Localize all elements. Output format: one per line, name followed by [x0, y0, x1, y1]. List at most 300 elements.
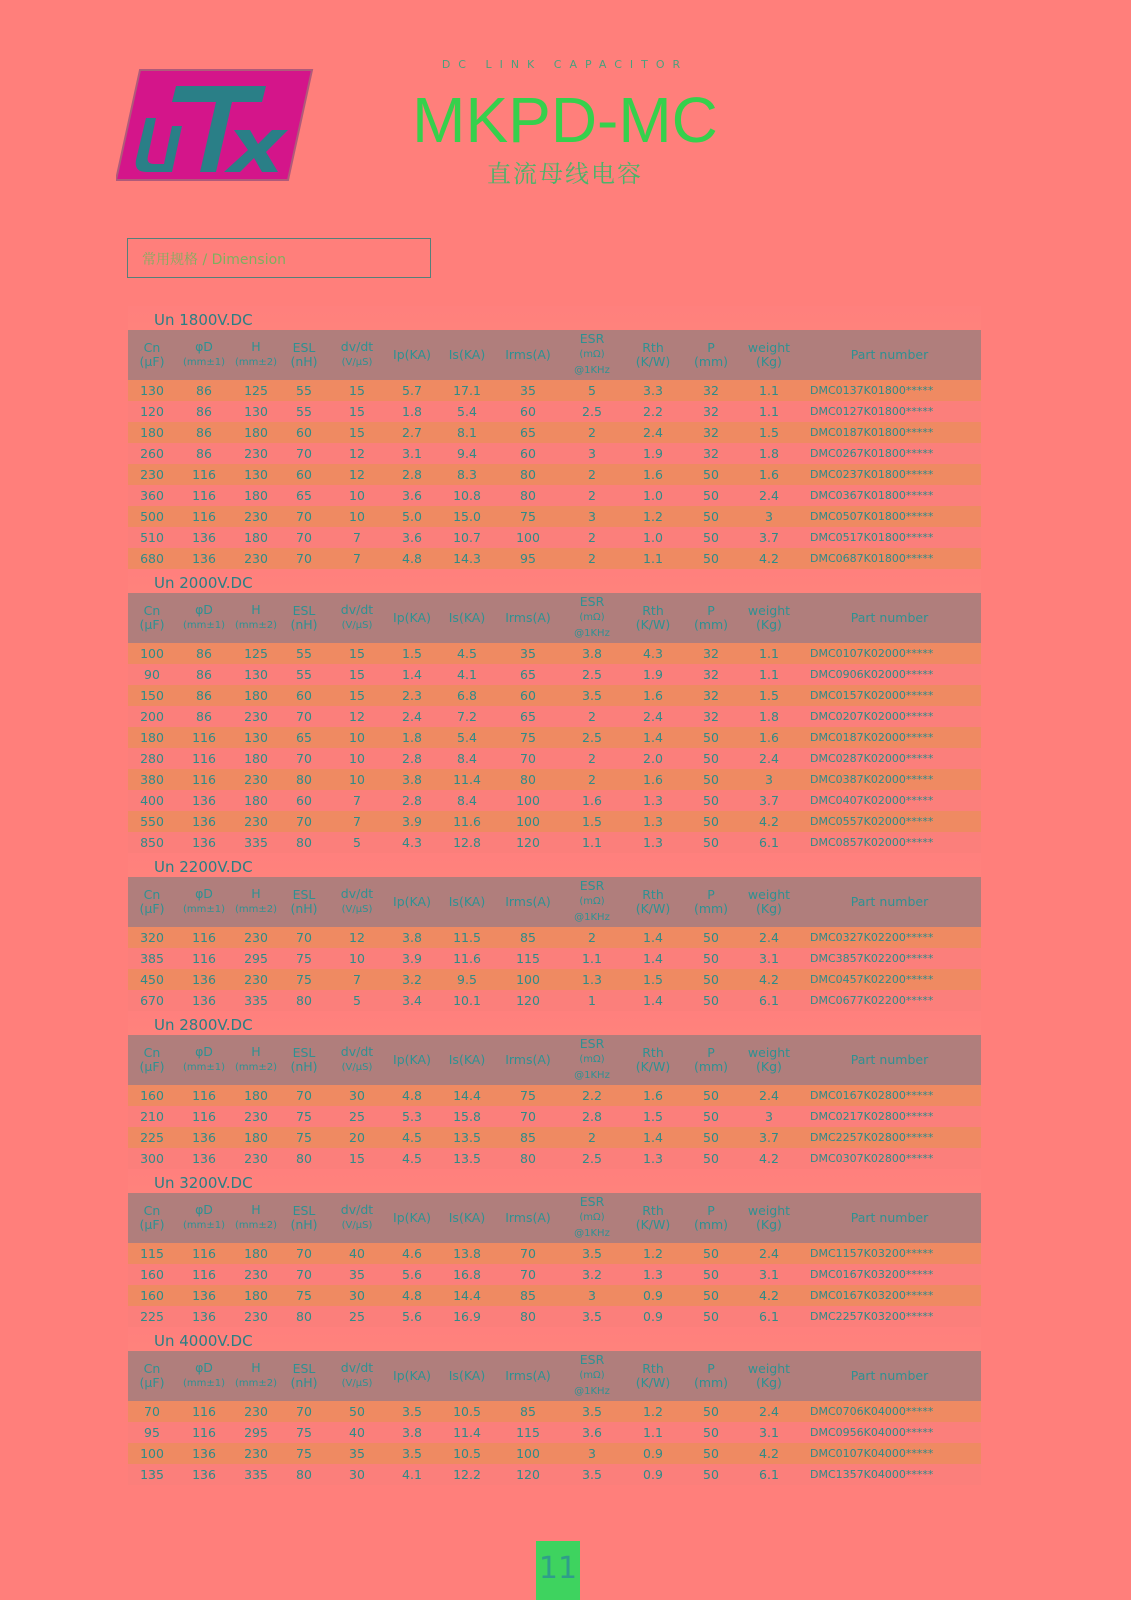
table-cell: 30 — [328, 1464, 386, 1485]
voltage-heading: Un 2800V.DC — [128, 1011, 981, 1035]
table-cell: 40 — [328, 1243, 386, 1264]
table-cell: 180 — [232, 748, 280, 769]
table-cell: 2.2 — [624, 401, 682, 422]
table-row — [128, 706, 981, 727]
table-cell: 680 — [128, 548, 176, 569]
part-number-cell: DMC0217K02800***** — [798, 1106, 981, 1127]
column-header — [682, 1351, 740, 1401]
table-cell: 60 — [496, 401, 560, 422]
table-cell: 6.1 — [740, 1464, 798, 1485]
table-row — [128, 748, 981, 769]
table-cell: 1.4 — [624, 990, 682, 1011]
table-cell: 200 — [128, 706, 176, 727]
table-cell: 1.6 — [624, 1085, 682, 1106]
table-cell: 116 — [176, 1085, 232, 1106]
table-cell: 1.0 — [624, 527, 682, 548]
column-header-line: Is(KA) — [448, 1368, 486, 1383]
column-header-line: weight — [747, 1361, 791, 1376]
table-cell: 1.6 — [740, 464, 798, 485]
column-header — [280, 1035, 328, 1085]
table-cell: 75 — [280, 969, 328, 990]
table-cell: 180 — [232, 485, 280, 506]
table-cell: 4.8 — [386, 1085, 438, 1106]
table-cell: 15 — [328, 380, 386, 401]
column-header-line: (nH) — [290, 1375, 318, 1390]
table-cell: 17.1 — [438, 380, 496, 401]
table-cell: 50 — [682, 1127, 740, 1148]
column-header — [438, 330, 496, 380]
column-header-line: Ip(KA) — [393, 610, 431, 625]
table-cell: 230 — [232, 1443, 280, 1464]
table-cell: 5.6 — [386, 1264, 438, 1285]
column-header-line: (K/W) — [635, 901, 671, 916]
column-header-line: Ip(KA) — [393, 1210, 431, 1225]
table-cell: 230 — [232, 1264, 280, 1285]
column-header — [328, 330, 386, 380]
column-header-line: (mm±1) — [182, 1220, 226, 1231]
table-cell: 230 — [232, 1148, 280, 1169]
part-number-cell: DMC0457K02200***** — [798, 969, 981, 990]
table-cell: 116 — [176, 464, 232, 485]
table-cell: 4.2 — [740, 811, 798, 832]
table-cell: 120 — [496, 832, 560, 853]
table-cell: 15.8 — [438, 1106, 496, 1127]
column-header — [128, 1035, 176, 1085]
table-cell: 80 — [280, 1148, 328, 1169]
spec-table — [128, 1351, 981, 1485]
table-cell: 50 — [682, 948, 740, 969]
table-cell: 2.7 — [386, 422, 438, 443]
table-cell: 4.5 — [438, 643, 496, 664]
table-cell: 4.2 — [740, 548, 798, 569]
table-row — [128, 1306, 981, 1327]
column-header-line: P — [707, 1361, 715, 1376]
page-number: 11 — [536, 1541, 580, 1600]
table-cell: 3.8 — [386, 769, 438, 790]
table-cell: 335 — [232, 832, 280, 853]
table-cell: 3.4 — [386, 990, 438, 1011]
table-cell: 50 — [328, 1401, 386, 1422]
table-cell: 3.9 — [386, 811, 438, 832]
table-cell: 3.7 — [740, 527, 798, 548]
table-cell: 11.6 — [438, 948, 496, 969]
table-cell: 1.3 — [560, 969, 624, 990]
column-header — [232, 1035, 280, 1085]
column-header-line: @1KHz — [574, 1228, 610, 1239]
column-header — [280, 1351, 328, 1401]
table-cell: 180 — [232, 527, 280, 548]
table-cell: 3.2 — [560, 1264, 624, 1285]
column-header-line: (μF) — [139, 901, 165, 916]
column-header-line: P — [707, 1045, 715, 1060]
table-cell: 180 — [128, 727, 176, 748]
table-cell: 3.1 — [386, 443, 438, 464]
table-cell: 7 — [328, 969, 386, 990]
table-cell: 4.1 — [386, 1464, 438, 1485]
table-cell: 3.8 — [386, 1422, 438, 1443]
table-cell: 75 — [280, 1422, 328, 1443]
table-cell: 230 — [232, 506, 280, 527]
column-header-line: Is(KA) — [448, 894, 486, 909]
table-cell: 10 — [328, 506, 386, 527]
table-cell: 4.6 — [386, 1243, 438, 1264]
table-cell: 70 — [280, 706, 328, 727]
table-cell: 10.8 — [438, 485, 496, 506]
table-cell: 1.4 — [386, 664, 438, 685]
column-header-line: H — [251, 1360, 261, 1375]
column-header-line: (V/μS) — [341, 357, 373, 368]
table-cell: 116 — [176, 506, 232, 527]
table-cell: 50 — [682, 1148, 740, 1169]
table-cell: 2.4 — [740, 927, 798, 948]
column-header-line: (Kg) — [756, 617, 782, 632]
column-header-line: Irms(A) — [505, 347, 551, 362]
column-header-line: (nH) — [290, 354, 318, 369]
table-cell: 70 — [496, 748, 560, 769]
table-cell: 5.4 — [438, 401, 496, 422]
table-cell: 1.3 — [624, 1148, 682, 1169]
table-cell: 2.4 — [740, 1401, 798, 1422]
table-cell: 15 — [328, 643, 386, 664]
table-cell: 14.4 — [438, 1085, 496, 1106]
column-header-line: Part number — [850, 1210, 929, 1225]
table-cell: 180 — [232, 685, 280, 706]
table-cell: 32 — [682, 380, 740, 401]
table-cell: 4.5 — [386, 1148, 438, 1169]
part-number-cell: DMC0187K02000***** — [798, 727, 981, 748]
table-cell: 5 — [560, 380, 624, 401]
header-row — [128, 1351, 981, 1401]
table-cell: 25 — [328, 1106, 386, 1127]
table-cell: 2.4 — [740, 1085, 798, 1106]
table-cell: 230 — [232, 927, 280, 948]
table-cell: 2.8 — [386, 464, 438, 485]
table-cell: 360 — [128, 485, 176, 506]
table-cell: 2.2 — [560, 1085, 624, 1106]
table-cell: 136 — [176, 1306, 232, 1327]
table-cell: 6.1 — [740, 990, 798, 1011]
column-header — [798, 1351, 981, 1401]
table-cell: 100 — [496, 1443, 560, 1464]
table-cell: 116 — [176, 769, 232, 790]
table-cell: 2 — [560, 927, 624, 948]
table-cell: 50 — [682, 1085, 740, 1106]
column-header-line: (mm) — [693, 1375, 729, 1390]
table-cell: 10 — [328, 948, 386, 969]
table-cell: 115 — [128, 1243, 176, 1264]
column-header-line: (μF) — [139, 354, 165, 369]
column-header — [280, 330, 328, 380]
table-cell: 160 — [128, 1285, 176, 1306]
table-cell: 32 — [682, 422, 740, 443]
table-cell: 115 — [496, 948, 560, 969]
table-cell: 70 — [280, 1243, 328, 1264]
table-row — [128, 1264, 981, 1285]
table-cell: 50 — [682, 1401, 740, 1422]
column-header — [128, 1193, 176, 1243]
table-cell: 10 — [328, 485, 386, 506]
table-cell: 100 — [496, 527, 560, 548]
column-header — [438, 1193, 496, 1243]
table-cell: 1.6 — [624, 769, 682, 790]
table-cell: 70 — [280, 527, 328, 548]
column-header — [682, 1193, 740, 1243]
table-row — [128, 464, 981, 485]
column-header-line: dv/dt — [340, 1360, 374, 1375]
part-number-cell: DMC0157K02000***** — [798, 685, 981, 706]
table-cell: 400 — [128, 790, 176, 811]
table-cell: 50 — [682, 748, 740, 769]
table-cell: 130 — [128, 380, 176, 401]
table-cell: 13.5 — [438, 1127, 496, 1148]
column-header-line: (mΩ) — [579, 1054, 605, 1065]
table-cell: 12 — [328, 706, 386, 727]
table-cell: 136 — [176, 790, 232, 811]
table-row — [128, 1401, 981, 1422]
column-header-line: Ip(KA) — [393, 347, 431, 362]
table-cell: 1.6 — [624, 685, 682, 706]
column-header — [128, 330, 176, 380]
column-header — [682, 1035, 740, 1085]
table-cell: 65 — [496, 664, 560, 685]
table-row — [128, 643, 981, 664]
part-number-cell: DMC0287K02000***** — [798, 748, 981, 769]
table-row — [128, 811, 981, 832]
table-cell: 50 — [682, 1243, 740, 1264]
table-cell: 80 — [280, 1464, 328, 1485]
column-header-line: Irms(A) — [505, 1210, 551, 1225]
table-cell: 3.5 — [560, 685, 624, 706]
part-number-cell: DMC2257K02800***** — [798, 1127, 981, 1148]
table-cell: 6.1 — [740, 832, 798, 853]
table-row — [128, 790, 981, 811]
table-cell: 4.2 — [740, 1148, 798, 1169]
column-header-line: (mm) — [693, 901, 729, 916]
table-cell: 1.5 — [624, 1106, 682, 1127]
table-cell: 50 — [682, 790, 740, 811]
column-header — [328, 593, 386, 643]
table-cell: 1.1 — [740, 380, 798, 401]
table-row — [128, 769, 981, 790]
table-cell: 75 — [280, 1127, 328, 1148]
table-cell: 116 — [176, 1401, 232, 1422]
column-header — [798, 1035, 981, 1085]
table-cell: 65 — [496, 422, 560, 443]
table-cell: 1.6 — [740, 727, 798, 748]
table-cell: 14.4 — [438, 1285, 496, 1306]
part-number-cell: DMC0107K02000***** — [798, 643, 981, 664]
column-header — [682, 330, 740, 380]
part-number-cell: DMC0557K02000***** — [798, 811, 981, 832]
column-header — [386, 1193, 438, 1243]
table-cell: 116 — [176, 1243, 232, 1264]
column-header-line: (V/μS) — [341, 1220, 373, 1231]
column-header — [496, 1193, 560, 1243]
table-cell: 136 — [176, 527, 232, 548]
table-cell: 32 — [682, 643, 740, 664]
table-cell: 1.3 — [624, 1264, 682, 1285]
table-cell: 230 — [128, 464, 176, 485]
column-header-line: φD — [195, 602, 213, 617]
column-header — [232, 877, 280, 927]
table-cell: 7 — [328, 527, 386, 548]
column-header-line: φD — [195, 1044, 213, 1059]
table-cell: 50 — [682, 1422, 740, 1443]
part-number-cell: DMC0906K02000***** — [798, 664, 981, 685]
column-header-line: (nH) — [290, 617, 318, 632]
table-cell: 1.8 — [740, 706, 798, 727]
table-cell: 1.4 — [624, 727, 682, 748]
column-header — [280, 593, 328, 643]
table-cell: 1.4 — [624, 927, 682, 948]
table-cell: 80 — [496, 1148, 560, 1169]
table-cell: 70 — [128, 1401, 176, 1422]
part-number-cell: DMC0267K01800***** — [798, 443, 981, 464]
table-cell: 130 — [232, 401, 280, 422]
table-row — [128, 1443, 981, 1464]
table-cell: 100 — [496, 790, 560, 811]
table-cell: 180 — [232, 1085, 280, 1106]
table-cell: 2 — [560, 464, 624, 485]
column-header — [624, 1193, 682, 1243]
table-cell: 16.8 — [438, 1264, 496, 1285]
column-header-line: φD — [195, 886, 213, 901]
table-cell: 3 — [560, 506, 624, 527]
column-header-line: (nH) — [290, 901, 318, 916]
header-row — [128, 1193, 981, 1243]
table-cell: 1.3 — [624, 832, 682, 853]
column-header-line: (K/W) — [635, 1059, 671, 1074]
part-number-cell: DMC0127K01800***** — [798, 401, 981, 422]
table-cell: 50 — [682, 1306, 740, 1327]
table-cell: 32 — [682, 685, 740, 706]
table-cell: 85 — [496, 1127, 560, 1148]
table-cell: 3.8 — [386, 927, 438, 948]
table-cell: 3.1 — [740, 1264, 798, 1285]
table-cell: 2 — [560, 422, 624, 443]
column-header — [438, 593, 496, 643]
column-header — [438, 1035, 496, 1085]
table-cell: 75 — [496, 727, 560, 748]
table-cell: 160 — [128, 1264, 176, 1285]
table-cell: 1.2 — [624, 1401, 682, 1422]
column-header-line: ESL — [292, 887, 316, 902]
table-cell: 136 — [176, 1285, 232, 1306]
table-cell: 75 — [280, 948, 328, 969]
table-row — [128, 969, 981, 990]
column-header — [560, 1351, 624, 1401]
table-cell: 120 — [128, 401, 176, 422]
column-header-line: ESR — [579, 1352, 605, 1367]
column-header-line: @1KHz — [574, 1070, 610, 1081]
table-cell: 32 — [682, 706, 740, 727]
table-cell: 86 — [176, 643, 232, 664]
column-header — [232, 593, 280, 643]
column-header-line: (mm±1) — [182, 357, 226, 368]
table-cell: 136 — [176, 548, 232, 569]
part-number-cell: DMC0167K02800***** — [798, 1085, 981, 1106]
table-cell: 150 — [128, 685, 176, 706]
column-header — [496, 1351, 560, 1401]
table-cell: 11.6 — [438, 811, 496, 832]
column-header-line: Part number — [850, 1052, 929, 1067]
column-header-line: ESL — [292, 1203, 316, 1218]
column-header-line: P — [707, 340, 715, 355]
table-cell: 1.5 — [560, 811, 624, 832]
table-cell: 60 — [280, 422, 328, 443]
table-row — [128, 1148, 981, 1169]
table-cell: 1.1 — [624, 1422, 682, 1443]
table-cell: 80 — [280, 1306, 328, 1327]
table-cell: 5.7 — [386, 380, 438, 401]
table-cell: 116 — [176, 1264, 232, 1285]
table-cell: 3.7 — [740, 1127, 798, 1148]
table-cell: 70 — [280, 443, 328, 464]
table-cell: 1.5 — [386, 643, 438, 664]
table-cell: 100 — [128, 1443, 176, 1464]
table-cell: 116 — [176, 727, 232, 748]
table-cell: 670 — [128, 990, 176, 1011]
table-cell: 1.9 — [624, 443, 682, 464]
table-cell: 125 — [232, 380, 280, 401]
table-cell: 1.8 — [740, 443, 798, 464]
table-cell: 50 — [682, 1106, 740, 1127]
table-cell: 30 — [328, 1085, 386, 1106]
table-cell: 50 — [682, 969, 740, 990]
dimension-label: 常用规格 / Dimension — [142, 252, 287, 268]
table-cell: 3.1 — [740, 1422, 798, 1443]
table-cell: 160 — [128, 1085, 176, 1106]
table-cell: 225 — [128, 1306, 176, 1327]
table-cell: 1.2 — [624, 506, 682, 527]
table-cell: 35 — [328, 1264, 386, 1285]
table-cell: 3.9 — [386, 948, 438, 969]
table-cell: 116 — [176, 1106, 232, 1127]
column-header-line: (V/μS) — [341, 1062, 373, 1073]
table-cell: 60 — [280, 464, 328, 485]
table-cell: 1.1 — [560, 832, 624, 853]
column-header — [438, 1351, 496, 1401]
column-header — [740, 877, 798, 927]
part-number-cell: DMC0187K01800***** — [798, 422, 981, 443]
column-header-line: ESL — [292, 1045, 316, 1060]
table-cell: 3 — [740, 769, 798, 790]
table-cell: 130 — [232, 727, 280, 748]
table-cell: 50 — [682, 769, 740, 790]
table-cell: 0.9 — [624, 1285, 682, 1306]
column-header-line: (mm±2) — [234, 620, 278, 631]
table-cell: 70 — [280, 748, 328, 769]
table-cell: 136 — [176, 811, 232, 832]
table-cell: 50 — [682, 464, 740, 485]
column-header-line: (mΩ) — [579, 1212, 605, 1223]
table-cell: 65 — [280, 485, 328, 506]
table-cell: 2.4 — [624, 706, 682, 727]
spec-table — [128, 330, 981, 569]
table-cell: 2.5 — [560, 1148, 624, 1169]
column-header-line: Rth — [642, 340, 664, 355]
column-header-line: ESR — [579, 594, 605, 609]
table-cell: 500 — [128, 506, 176, 527]
table-cell: 70 — [280, 1401, 328, 1422]
column-header-line: Rth — [642, 1045, 664, 1060]
table-cell: 300 — [128, 1148, 176, 1169]
table-cell: 9.4 — [438, 443, 496, 464]
column-header-line: (mm) — [693, 1217, 729, 1232]
table-cell: 2.5 — [560, 727, 624, 748]
table-cell: 1.1 — [740, 664, 798, 685]
column-header-line: ESL — [292, 603, 316, 618]
